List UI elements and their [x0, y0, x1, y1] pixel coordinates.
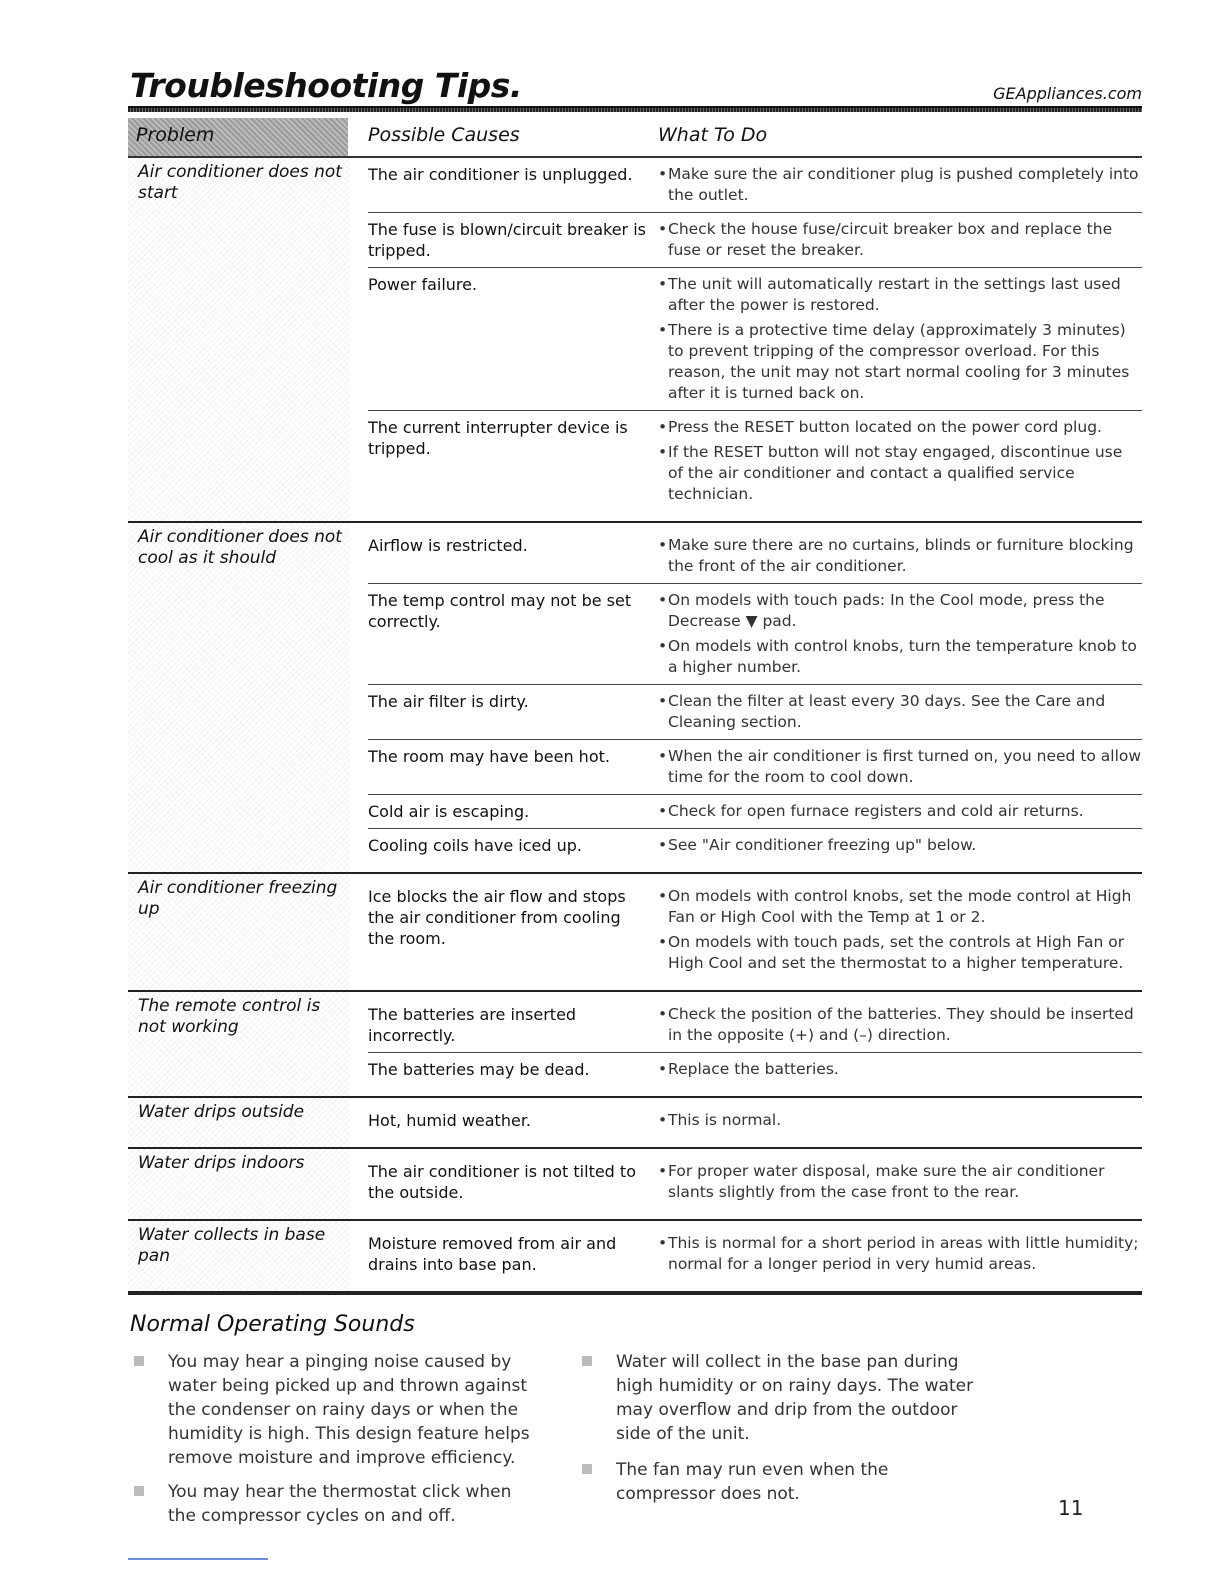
table-row	[368, 584, 1142, 685]
problem-label: The remote control is not working	[128, 992, 350, 1096]
bullet-icon: •	[658, 692, 668, 710]
table-row	[368, 411, 1142, 511]
section-divider	[128, 1292, 1142, 1295]
todo-text: Check for open furnace registers and cold air returns.	[668, 802, 1084, 820]
todo-bullet	[658, 274, 1142, 316]
header-possible-causes: Possible Causes	[368, 124, 520, 146]
possible-cause: Power failure.	[368, 275, 478, 294]
bullet-icon: •	[658, 1162, 668, 1180]
what-to-do	[658, 535, 1142, 577]
todo-bullet	[658, 746, 1142, 788]
sounds-title: Normal Operating Sounds	[130, 1312, 415, 1337]
what-to-do	[658, 1059, 1142, 1080]
todo-text: Press the RESET button located on the power cord plug.	[668, 418, 1102, 436]
table-row	[368, 740, 1142, 795]
todo-bullet	[658, 320, 1142, 404]
bottom-mark	[128, 1558, 268, 1560]
todo-bullet	[658, 219, 1142, 261]
problem-group	[128, 992, 1142, 1098]
square-bullet-icon	[582, 1350, 616, 1446]
sound-item	[134, 1350, 534, 1470]
bullet-icon: •	[658, 747, 668, 765]
todo-text: Check the position of the batteries. They should be inserted in the opposite (+) and (–) direction.	[668, 1005, 1134, 1044]
table-row	[368, 268, 1142, 411]
what-to-do	[658, 835, 1142, 856]
bullet-icon: •	[658, 1005, 668, 1023]
page-title: Troubleshooting Tips.	[130, 66, 522, 105]
possible-cause: The room may have been hot.	[368, 747, 610, 766]
todo-bullet	[658, 691, 1142, 733]
bullet-icon: •	[658, 933, 668, 951]
todo-bullet	[658, 164, 1142, 206]
table-row	[368, 529, 1142, 584]
what-to-do	[658, 590, 1142, 678]
bullet-icon: •	[658, 165, 668, 183]
bullet-icon: •	[658, 1234, 668, 1252]
problem-group	[128, 874, 1142, 992]
possible-cause: The batteries may be dead.	[368, 1060, 590, 1079]
bullet-icon: •	[658, 418, 668, 436]
todo-text: On models with touch pads: In the Cool mode, press the Decrease ▼ pad.	[668, 591, 1105, 630]
problem-group	[128, 158, 1142, 523]
bullet-icon: •	[658, 1060, 668, 1078]
todo-text: If the RESET button will not stay engaged, discontinue use of the air conditioner and contact a qualified service technician.	[668, 443, 1123, 503]
todo-bullet	[658, 1233, 1142, 1275]
possible-cause: The temp control may not be set correctly.	[368, 591, 632, 631]
troubleshooting-table	[128, 118, 1142, 1293]
bullet-icon: •	[658, 275, 668, 293]
table-row	[368, 829, 1142, 862]
problem-label: Air conditioner does not cool as it should	[128, 523, 350, 872]
header-problem: Problem	[128, 118, 348, 158]
sound-text: You may hear the thermostat click when the compressor cycles on and off.	[168, 1482, 512, 1526]
todo-text: There is a protective time delay (approximately 3 minutes) to prevent tripping of the compressor overload. For this reason, the unit may not start normal cooling for 3 minutes after it is turned back on.	[668, 321, 1130, 402]
sound-item	[134, 1480, 534, 1528]
problem-label: Water collects in base pan	[128, 1221, 350, 1291]
title-rule	[128, 106, 1142, 112]
bullet-icon: •	[658, 220, 668, 238]
possible-cause: Ice blocks the air flow and stops the air conditioner from cooling the room.	[368, 887, 626, 948]
what-to-do	[658, 164, 1142, 206]
bullet-icon: •	[658, 802, 668, 820]
todo-text: On models with control knobs, turn the temperature knob to a higher number.	[668, 637, 1137, 676]
what-to-do	[658, 801, 1142, 822]
sound-item	[582, 1350, 982, 1446]
what-to-do	[658, 886, 1142, 974]
sound-text: You may hear a pinging noise caused by water being picked up and thrown against the condenser on rainy days or when the humidity is high. This design feature helps remove moisture and improve efficiency.	[168, 1352, 530, 1468]
bullet-icon: •	[658, 1111, 668, 1129]
bullet-icon: •	[658, 637, 668, 655]
what-to-do	[658, 417, 1142, 505]
what-to-do	[658, 691, 1142, 733]
problem-group	[128, 1149, 1142, 1221]
todo-bullet	[658, 801, 1142, 822]
todo-bullet	[658, 886, 1142, 928]
todo-text: The unit will automatically restart in the settings last used after the power is restored.	[668, 275, 1121, 314]
table-row	[368, 1053, 1142, 1086]
problem-group	[128, 523, 1142, 874]
todo-bullet	[658, 417, 1142, 438]
possible-cause: The air conditioner is unplugged.	[368, 165, 633, 184]
bullet-icon: •	[658, 591, 668, 609]
todo-bullet	[658, 1004, 1142, 1046]
todo-text: Check the house fuse/circuit breaker box and replace the fuse or reset the breaker.	[668, 220, 1113, 259]
sounds-right-column	[582, 1350, 982, 1516]
todo-bullet	[658, 1059, 1142, 1080]
bullet-icon: •	[658, 321, 668, 339]
what-to-do	[658, 1110, 1142, 1131]
todo-bullet	[658, 442, 1142, 505]
sounds-left-column	[134, 1350, 534, 1538]
sound-text: Water will collect in the base pan during high humidity or on rainy days. The water may overflow and drip from the outdoor side of the unit.	[616, 1352, 974, 1444]
todo-text: This is normal.	[668, 1111, 782, 1129]
todo-bullet	[658, 590, 1142, 632]
sound-item	[582, 1458, 982, 1506]
todo-bullet	[658, 1110, 1142, 1131]
table-row	[368, 685, 1142, 740]
possible-cause: Hot, humid weather.	[368, 1111, 532, 1130]
todo-text: See "Air conditioner freezing up" below.	[668, 836, 977, 854]
square-bullet-icon	[582, 1458, 616, 1506]
todo-text: Clean the filter at least every 30 days. See the Care and Cleaning section.	[668, 692, 1106, 731]
table-row	[368, 1227, 1142, 1281]
what-to-do	[658, 219, 1142, 261]
todo-bullet	[658, 636, 1142, 678]
what-to-do	[658, 746, 1142, 788]
todo-text: On models with touch pads, set the controls at High Fan or High Cool and set the thermostat to a higher temperature.	[668, 933, 1125, 972]
todo-text: Make sure there are no curtains, blinds or furniture blocking the front of the air conditioner.	[668, 536, 1134, 575]
table-row	[368, 795, 1142, 829]
problem-group	[128, 1098, 1142, 1149]
bullet-icon: •	[658, 443, 668, 461]
bullet-icon: •	[658, 836, 668, 854]
bullet-icon: •	[658, 536, 668, 554]
todo-text: Make sure the air conditioner plug is pushed completely into the outlet.	[668, 165, 1139, 204]
page-number: 11	[1058, 1496, 1084, 1520]
bullet-icon: •	[658, 887, 668, 905]
what-to-do	[658, 1161, 1142, 1203]
todo-text: This is normal for a short period in areas with little humidity; normal for a longer period in very humid areas.	[668, 1234, 1139, 1273]
possible-cause: The current interrupter device is tripped.	[368, 418, 628, 458]
table-row	[368, 1155, 1142, 1209]
what-to-do	[658, 1004, 1142, 1046]
todo-bullet	[658, 535, 1142, 577]
todo-text: Replace the batteries.	[668, 1060, 839, 1078]
possible-cause: Moisture removed from air and drains into base pan.	[368, 1234, 617, 1274]
header-what-to-do: What To Do	[658, 124, 768, 146]
table-row	[368, 998, 1142, 1053]
possible-cause: The fuse is blown/circuit breaker is tripped.	[368, 220, 646, 260]
todo-bullet	[658, 932, 1142, 974]
table-row	[368, 1104, 1142, 1137]
problem-label: Air conditioner does not start	[128, 158, 350, 521]
table-row	[368, 213, 1142, 268]
problem-group	[128, 1221, 1142, 1293]
table-row	[368, 880, 1142, 980]
possible-cause: Airflow is restricted.	[368, 536, 528, 555]
what-to-do	[658, 274, 1142, 404]
todo-text: For proper water disposal, make sure the air conditioner slants slightly from the case front to the rear.	[668, 1162, 1105, 1201]
sound-text: The fan may run even when the compressor does not.	[616, 1460, 889, 1504]
todo-text: When the air conditioner is first turned on, you need to allow time for the room to cool down.	[668, 747, 1142, 786]
problem-label: Air conditioner freezing up	[128, 874, 350, 990]
table-row	[368, 158, 1142, 213]
table-header	[128, 118, 1142, 158]
possible-cause: The air conditioner is not tilted to the outside.	[368, 1162, 636, 1202]
possible-cause: The batteries are inserted incorrectly.	[368, 1005, 577, 1045]
what-to-do	[658, 1233, 1142, 1275]
square-bullet-icon	[134, 1480, 168, 1528]
table-body	[128, 158, 1142, 1293]
problem-label: Water drips outside	[128, 1098, 350, 1147]
todo-bullet	[658, 1161, 1142, 1203]
todo-bullet	[658, 835, 1142, 856]
square-bullet-icon	[134, 1350, 168, 1470]
todo-text: On models with control knobs, set the mode control at High Fan or High Cool with the Temp at 1 or 2.	[668, 887, 1132, 926]
problem-label: Water drips indoors	[128, 1149, 350, 1219]
site-url: GEAppliances.com	[993, 84, 1142, 103]
possible-cause: The air filter is dirty.	[368, 692, 529, 711]
possible-cause: Cooling coils have iced up.	[368, 836, 582, 855]
possible-cause: Cold air is escaping.	[368, 802, 530, 821]
